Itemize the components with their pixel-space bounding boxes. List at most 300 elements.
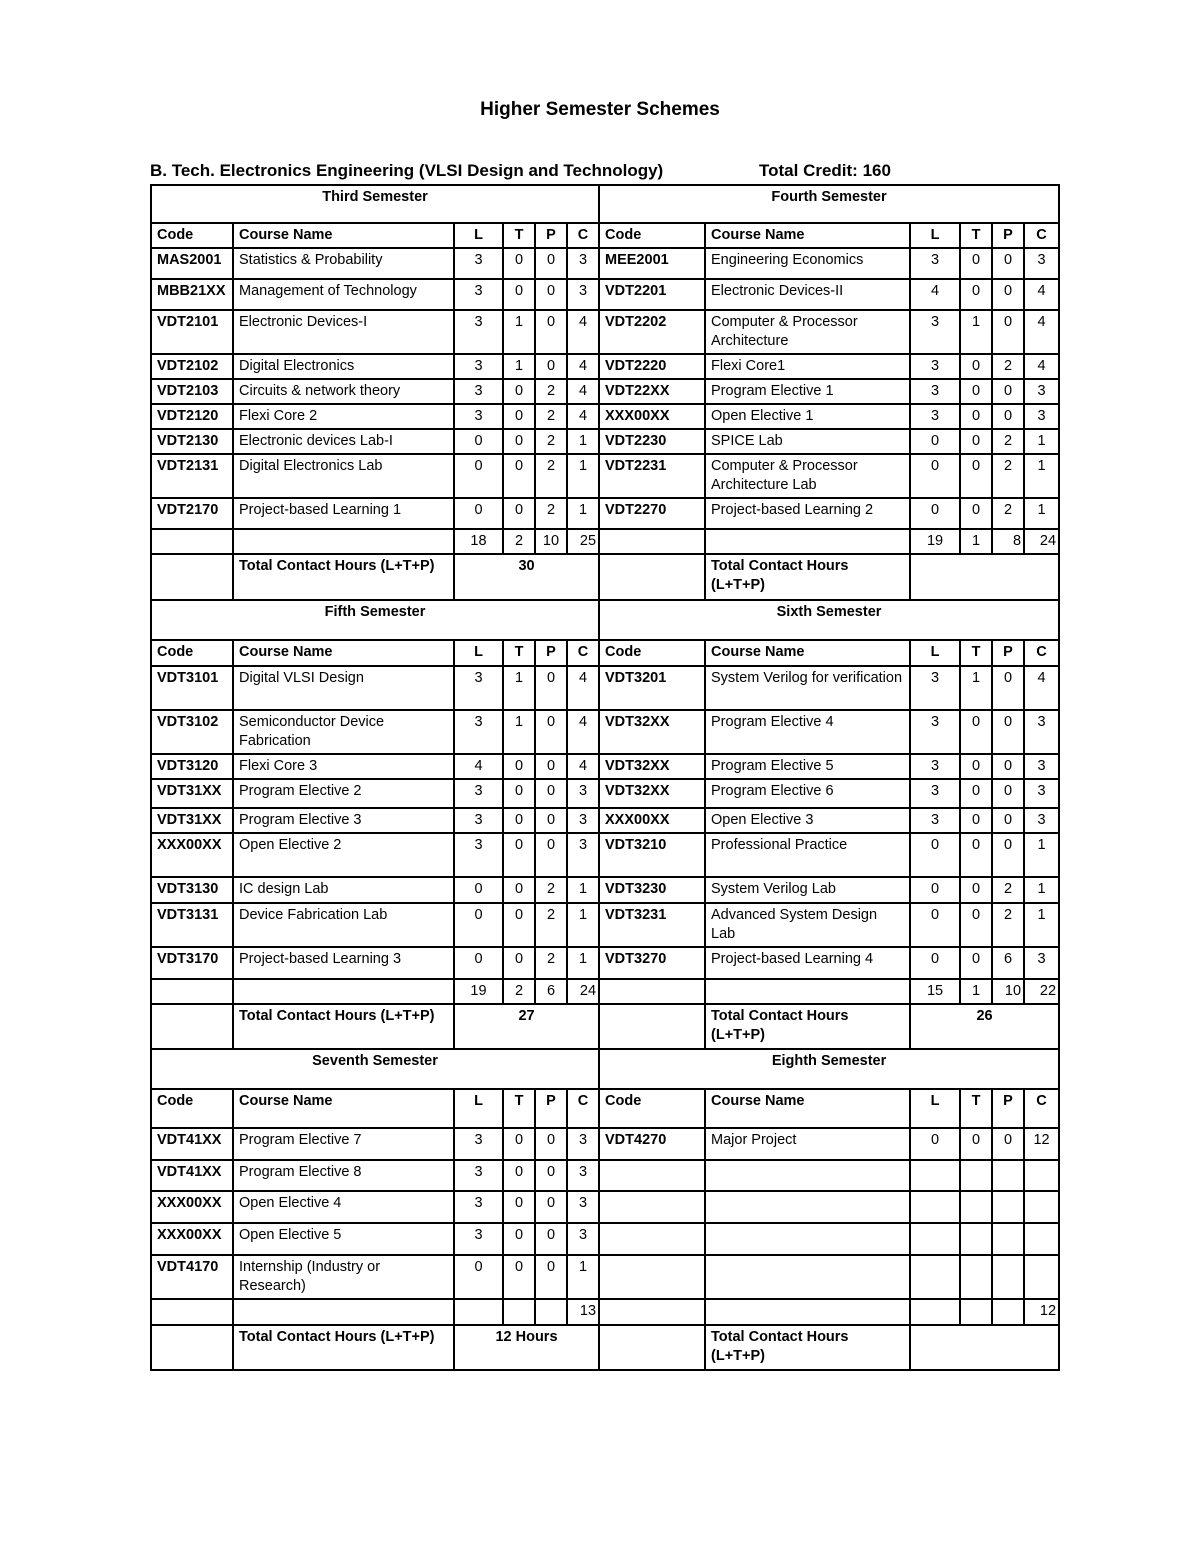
tutorial-hours: 0 bbox=[503, 1223, 535, 1255]
course-name bbox=[705, 1191, 910, 1223]
lecture-hours: 0 bbox=[454, 498, 503, 529]
semester-sum-row bbox=[151, 1299, 1059, 1325]
practical-hours: 0 bbox=[535, 779, 567, 808]
course-name: Program Elective 4 bbox=[705, 710, 910, 754]
total-contact-hours-row bbox=[151, 554, 1059, 600]
tutorial-hours: 0 bbox=[503, 1191, 535, 1223]
lecture-hours: 3 bbox=[454, 404, 503, 429]
lecture-hours: 4 bbox=[910, 279, 960, 310]
credit-sum: 24 bbox=[1024, 529, 1059, 554]
course-code: VDT32XX bbox=[599, 710, 705, 754]
credits: 3 bbox=[1024, 379, 1059, 404]
course-name: Program Elective 1 bbox=[705, 379, 910, 404]
total-contact-hours-label: Total Contact Hours (L+T+P) bbox=[705, 554, 910, 600]
credits: 3 bbox=[567, 808, 599, 833]
credits: 1 bbox=[1024, 429, 1059, 454]
credits: 4 bbox=[1024, 279, 1059, 310]
t-header: T bbox=[503, 223, 535, 248]
tutorial-hours: 0 bbox=[960, 248, 992, 279]
tutorial-hours: 0 bbox=[503, 754, 535, 779]
course-name: Professional Practice bbox=[705, 833, 910, 877]
tutorial-hours: 0 bbox=[960, 498, 992, 529]
practical-hours: 0 bbox=[535, 248, 567, 279]
practical-hours: 2 bbox=[535, 947, 567, 979]
total-contact-hours-value bbox=[910, 554, 1059, 600]
sum-blank bbox=[599, 529, 705, 554]
total-contact-hours-label: Total Contact Hours (L+T+P) bbox=[233, 1004, 454, 1049]
credits: 1 bbox=[567, 454, 599, 498]
course-code: VDT32XX bbox=[599, 779, 705, 808]
l-header: L bbox=[910, 223, 960, 248]
course-name: Flexi Core 3 bbox=[233, 754, 454, 779]
total-contact-hours-label: Total Contact Hours (L+T+P) bbox=[705, 1004, 910, 1049]
t-header: T bbox=[503, 1089, 535, 1128]
sum-blank bbox=[233, 979, 454, 1004]
lecture-sum: 19 bbox=[910, 529, 960, 554]
tutorial-hours: 0 bbox=[960, 429, 992, 454]
column-header-row bbox=[151, 1089, 1059, 1128]
practical-hours: 0 bbox=[992, 666, 1024, 710]
course-row bbox=[151, 310, 1059, 354]
course-code: VDT3201 bbox=[599, 666, 705, 710]
lecture-hours bbox=[910, 1191, 960, 1223]
lecture-hours: 3 bbox=[454, 1191, 503, 1223]
course-code: VDT32XX bbox=[599, 754, 705, 779]
practical-hours: 2 bbox=[535, 877, 567, 903]
lecture-hours: 0 bbox=[910, 947, 960, 979]
course-name: Digital Electronics Lab bbox=[233, 454, 454, 498]
course-code: VDT2220 bbox=[599, 354, 705, 379]
semester-title: Eighth Semester bbox=[599, 1049, 1059, 1089]
tutorial-hours: 0 bbox=[503, 903, 535, 947]
tutorial-hours: 0 bbox=[503, 779, 535, 808]
course-row bbox=[151, 1128, 1059, 1160]
course-code bbox=[599, 1191, 705, 1223]
course-code: VDT3231 bbox=[599, 903, 705, 947]
lecture-hours: 0 bbox=[454, 947, 503, 979]
course-name-header: Course Name bbox=[705, 640, 910, 666]
course-code: MEE2001 bbox=[599, 248, 705, 279]
practical-hours: 0 bbox=[992, 779, 1024, 808]
tutorial-hours: 0 bbox=[503, 1128, 535, 1160]
course-code: VDT2120 bbox=[151, 404, 233, 429]
semester-title-row bbox=[151, 1049, 1059, 1089]
course-row bbox=[151, 1223, 1059, 1255]
course-code: XXX00XX bbox=[599, 808, 705, 833]
t-header: T bbox=[960, 223, 992, 248]
course-name: Open Elective 1 bbox=[705, 404, 910, 429]
tutorial-hours: 0 bbox=[503, 379, 535, 404]
tutorial-hours: 0 bbox=[960, 454, 992, 498]
course-row bbox=[151, 710, 1059, 754]
course-name: Device Fabrication Lab bbox=[233, 903, 454, 947]
credits: 4 bbox=[567, 754, 599, 779]
practical-hours: 0 bbox=[535, 1255, 567, 1299]
semester-title: Third Semester bbox=[151, 185, 599, 223]
course-row bbox=[151, 808, 1059, 833]
course-row bbox=[151, 754, 1059, 779]
lecture-hours: 3 bbox=[910, 354, 960, 379]
credits: 1 bbox=[1024, 877, 1059, 903]
course-code: VDT2270 bbox=[599, 498, 705, 529]
c-header: C bbox=[1024, 223, 1059, 248]
sum-blank bbox=[599, 1299, 705, 1325]
l-header: L bbox=[454, 1089, 503, 1128]
tutorial-sum bbox=[503, 1299, 535, 1325]
tutorial-hours: 0 bbox=[503, 833, 535, 877]
practical-hours: 2 bbox=[535, 429, 567, 454]
credits: 4 bbox=[1024, 666, 1059, 710]
course-row bbox=[151, 779, 1059, 808]
course-code: XXX00XX bbox=[151, 833, 233, 877]
sum-blank bbox=[151, 529, 233, 554]
course-code: VDT22XX bbox=[599, 379, 705, 404]
credits: 1 bbox=[567, 1255, 599, 1299]
practical-hours: 0 bbox=[535, 1160, 567, 1191]
course-row bbox=[151, 248, 1059, 279]
tutorial-hours: 0 bbox=[503, 947, 535, 979]
course-code: XXX00XX bbox=[151, 1191, 233, 1223]
p-header: P bbox=[535, 1089, 567, 1128]
practical-hours: 0 bbox=[992, 754, 1024, 779]
course-code: VDT4270 bbox=[599, 1128, 705, 1160]
practical-hours: 0 bbox=[992, 310, 1024, 354]
course-row bbox=[151, 1160, 1059, 1191]
lecture-hours: 0 bbox=[454, 1255, 503, 1299]
practical-sum: 10 bbox=[535, 529, 567, 554]
code-header: Code bbox=[151, 1089, 233, 1128]
credits: 3 bbox=[1024, 779, 1059, 808]
credits: 3 bbox=[567, 833, 599, 877]
course-name: Open Elective 4 bbox=[233, 1191, 454, 1223]
lecture-hours: 3 bbox=[910, 248, 960, 279]
course-name: Open Elective 3 bbox=[705, 808, 910, 833]
credits: 4 bbox=[567, 404, 599, 429]
lecture-hours: 3 bbox=[454, 710, 503, 754]
course-name: Electronic Devices-I bbox=[233, 310, 454, 354]
course-row bbox=[151, 877, 1059, 903]
p-header: P bbox=[992, 1089, 1024, 1128]
practical-hours: 2 bbox=[535, 454, 567, 498]
credits: 4 bbox=[567, 354, 599, 379]
credits: 1 bbox=[1024, 498, 1059, 529]
practical-hours bbox=[992, 1191, 1024, 1223]
course-row bbox=[151, 429, 1059, 454]
practical-sum bbox=[992, 1299, 1024, 1325]
total-blank bbox=[151, 1325, 233, 1370]
semester-title: Seventh Semester bbox=[151, 1049, 599, 1089]
total-contact-hours-row bbox=[151, 1004, 1059, 1049]
credits bbox=[1024, 1191, 1059, 1223]
credits: 3 bbox=[567, 248, 599, 279]
sum-blank bbox=[233, 529, 454, 554]
sum-blank bbox=[705, 979, 910, 1004]
credits: 3 bbox=[567, 279, 599, 310]
code-header: Code bbox=[599, 223, 705, 248]
lecture-hours: 0 bbox=[910, 1128, 960, 1160]
course-code bbox=[599, 1223, 705, 1255]
lecture-sum bbox=[454, 1299, 503, 1325]
l-header: L bbox=[910, 640, 960, 666]
tutorial-hours bbox=[960, 1223, 992, 1255]
course-code: VDT2131 bbox=[151, 454, 233, 498]
practical-sum: 10 bbox=[992, 979, 1024, 1004]
tutorial-hours: 0 bbox=[960, 754, 992, 779]
program-name: B. Tech. Electronics Engineering (VLSI Design and Technology) bbox=[150, 161, 664, 180]
course-name: Project-based Learning 3 bbox=[233, 947, 454, 979]
credits: 1 bbox=[567, 903, 599, 947]
credits: 12 bbox=[1024, 1128, 1059, 1160]
code-header: Code bbox=[151, 223, 233, 248]
sum-blank bbox=[151, 1299, 233, 1325]
lecture-hours: 0 bbox=[454, 454, 503, 498]
practical-hours: 0 bbox=[992, 248, 1024, 279]
course-name: Computer & Processor Architecture bbox=[705, 310, 910, 354]
code-header: Code bbox=[599, 640, 705, 666]
t-header: T bbox=[960, 640, 992, 666]
tutorial-hours bbox=[960, 1191, 992, 1223]
credits: 3 bbox=[567, 1191, 599, 1223]
lecture-hours: 0 bbox=[454, 903, 503, 947]
credits bbox=[1024, 1223, 1059, 1255]
course-code bbox=[599, 1255, 705, 1299]
lecture-hours: 0 bbox=[910, 877, 960, 903]
course-name: Flexi Core1 bbox=[705, 354, 910, 379]
lecture-hours: 3 bbox=[910, 808, 960, 833]
lecture-hours: 3 bbox=[454, 354, 503, 379]
credits: 4 bbox=[567, 666, 599, 710]
course-code: XXX00XX bbox=[599, 404, 705, 429]
lecture-hours: 0 bbox=[910, 429, 960, 454]
tutorial-hours: 1 bbox=[503, 354, 535, 379]
credits: 1 bbox=[1024, 454, 1059, 498]
practical-sum: 8 bbox=[992, 529, 1024, 554]
course-code: VDT3230 bbox=[599, 877, 705, 903]
c-header: C bbox=[1024, 1089, 1059, 1128]
practical-hours: 0 bbox=[992, 1128, 1024, 1160]
practical-hours: 0 bbox=[992, 710, 1024, 754]
lecture-hours: 3 bbox=[454, 666, 503, 710]
course-name: Electronic Devices-II bbox=[705, 279, 910, 310]
credits: 1 bbox=[567, 429, 599, 454]
course-name: SPICE Lab bbox=[705, 429, 910, 454]
lecture-hours: 3 bbox=[454, 1128, 503, 1160]
total-credit: Total Credit: 160 bbox=[759, 161, 891, 180]
practical-hours: 2 bbox=[992, 454, 1024, 498]
course-name: Program Elective 6 bbox=[705, 779, 910, 808]
course-code: VDT2231 bbox=[599, 454, 705, 498]
course-name: Semiconductor Device Fabrication bbox=[233, 710, 454, 754]
practical-hours: 0 bbox=[535, 279, 567, 310]
practical-hours: 2 bbox=[992, 354, 1024, 379]
course-code: VDT3101 bbox=[151, 666, 233, 710]
practical-hours: 2 bbox=[535, 379, 567, 404]
course-name: Electronic devices Lab-I bbox=[233, 429, 454, 454]
total-contact-hours-value: 12 Hours bbox=[454, 1325, 599, 1370]
course-name bbox=[705, 1255, 910, 1299]
credits: 4 bbox=[567, 710, 599, 754]
course-name: Engineering Economics bbox=[705, 248, 910, 279]
lecture-hours: 3 bbox=[454, 1160, 503, 1191]
credits: 3 bbox=[567, 1160, 599, 1191]
course-code: VDT41XX bbox=[151, 1128, 233, 1160]
lecture-hours bbox=[910, 1255, 960, 1299]
lecture-hours: 3 bbox=[910, 666, 960, 710]
lecture-hours: 3 bbox=[910, 754, 960, 779]
course-name bbox=[705, 1160, 910, 1191]
total-contact-hours-value: 27 bbox=[454, 1004, 599, 1049]
course-row bbox=[151, 379, 1059, 404]
lecture-hours: 0 bbox=[454, 877, 503, 903]
course-name: Open Elective 5 bbox=[233, 1223, 454, 1255]
c-header: C bbox=[567, 223, 599, 248]
t-header: T bbox=[960, 1089, 992, 1128]
lecture-hours bbox=[910, 1223, 960, 1255]
course-row bbox=[151, 1191, 1059, 1223]
tutorial-hours: 0 bbox=[960, 279, 992, 310]
credit-sum: 25 bbox=[567, 529, 599, 554]
tutorial-hours: 1 bbox=[503, 310, 535, 354]
total-contact-hours-label: Total Contact Hours (L+T+P) bbox=[233, 554, 454, 600]
tutorial-sum bbox=[960, 1299, 992, 1325]
credits: 3 bbox=[1024, 808, 1059, 833]
course-code: XXX00XX bbox=[151, 1223, 233, 1255]
course-name-header: Course Name bbox=[233, 640, 454, 666]
lecture-hours: 3 bbox=[910, 310, 960, 354]
lecture-hours: 3 bbox=[910, 404, 960, 429]
course-name: Flexi Core 2 bbox=[233, 404, 454, 429]
column-header-row bbox=[151, 640, 1059, 666]
column-header-row bbox=[151, 223, 1059, 248]
course-code: VDT2130 bbox=[151, 429, 233, 454]
l-header: L bbox=[910, 1089, 960, 1128]
tutorial-hours: 1 bbox=[503, 666, 535, 710]
lecture-hours: 0 bbox=[910, 903, 960, 947]
scheme-table bbox=[150, 184, 1060, 1371]
course-name: Project-based Learning 1 bbox=[233, 498, 454, 529]
practical-hours: 0 bbox=[992, 808, 1024, 833]
tutorial-hours: 0 bbox=[960, 903, 992, 947]
total-contact-hours-value: 26 bbox=[910, 1004, 1059, 1049]
lecture-sum: 19 bbox=[454, 979, 503, 1004]
credits: 3 bbox=[567, 1128, 599, 1160]
lecture-hours: 0 bbox=[910, 454, 960, 498]
lecture-sum bbox=[910, 1299, 960, 1325]
p-header: P bbox=[535, 640, 567, 666]
p-header: P bbox=[992, 223, 1024, 248]
lecture-hours: 0 bbox=[454, 429, 503, 454]
credit-sum: 24 bbox=[567, 979, 599, 1004]
credit-sum: 13 bbox=[567, 1299, 599, 1325]
credit-sum: 22 bbox=[1024, 979, 1059, 1004]
p-header: P bbox=[992, 640, 1024, 666]
tutorial-hours bbox=[960, 1160, 992, 1191]
course-code: MAS2001 bbox=[151, 248, 233, 279]
course-name: System Verilog for verification bbox=[705, 666, 910, 710]
course-name-header: Course Name bbox=[233, 223, 454, 248]
tutorial-sum: 1 bbox=[960, 529, 992, 554]
total-blank bbox=[151, 554, 233, 600]
course-name: Program Elective 3 bbox=[233, 808, 454, 833]
course-row bbox=[151, 404, 1059, 429]
practical-hours: 2 bbox=[535, 404, 567, 429]
lecture-hours: 3 bbox=[454, 1223, 503, 1255]
course-name: Project-based Learning 2 bbox=[705, 498, 910, 529]
credits: 3 bbox=[567, 1223, 599, 1255]
semester-title: Sixth Semester bbox=[599, 600, 1059, 640]
practical-hours: 0 bbox=[535, 1223, 567, 1255]
tutorial-hours: 0 bbox=[503, 429, 535, 454]
practical-hours: 0 bbox=[535, 310, 567, 354]
code-header: Code bbox=[151, 640, 233, 666]
lecture-hours: 3 bbox=[454, 808, 503, 833]
semester-title: Fourth Semester bbox=[599, 185, 1059, 223]
lecture-hours: 0 bbox=[910, 833, 960, 877]
practical-hours bbox=[992, 1223, 1024, 1255]
tutorial-hours: 0 bbox=[503, 498, 535, 529]
course-row bbox=[151, 354, 1059, 379]
credits: 3 bbox=[1024, 947, 1059, 979]
tutorial-sum: 2 bbox=[503, 979, 535, 1004]
practical-hours: 0 bbox=[535, 808, 567, 833]
tutorial-hours: 0 bbox=[960, 404, 992, 429]
credits: 4 bbox=[567, 310, 599, 354]
tutorial-hours: 0 bbox=[503, 877, 535, 903]
sum-blank bbox=[705, 1299, 910, 1325]
practical-sum: 6 bbox=[535, 979, 567, 1004]
sum-blank bbox=[599, 979, 705, 1004]
tutorial-hours: 0 bbox=[503, 1160, 535, 1191]
tutorial-sum: 2 bbox=[503, 529, 535, 554]
credits: 4 bbox=[1024, 310, 1059, 354]
course-name: Circuits & network theory bbox=[233, 379, 454, 404]
practical-hours: 0 bbox=[992, 404, 1024, 429]
lecture-hours: 3 bbox=[910, 379, 960, 404]
practical-hours: 0 bbox=[535, 710, 567, 754]
course-name: Program Elective 5 bbox=[705, 754, 910, 779]
credits bbox=[1024, 1160, 1059, 1191]
total-contact-hours-label: Total Contact Hours (L+T+P) bbox=[705, 1325, 910, 1370]
c-header: C bbox=[567, 640, 599, 666]
practical-hours: 6 bbox=[992, 947, 1024, 979]
sum-blank bbox=[705, 529, 910, 554]
credits: 1 bbox=[567, 498, 599, 529]
code-header: Code bbox=[599, 1089, 705, 1128]
course-code: VDT31XX bbox=[151, 779, 233, 808]
total-contact-hours-value bbox=[910, 1325, 1059, 1370]
course-row bbox=[151, 947, 1059, 979]
course-name-header: Course Name bbox=[705, 223, 910, 248]
course-code: VDT2230 bbox=[599, 429, 705, 454]
course-row bbox=[151, 833, 1059, 877]
tutorial-hours: 0 bbox=[960, 947, 992, 979]
total-blank bbox=[599, 554, 705, 600]
course-row bbox=[151, 279, 1059, 310]
lecture-hours: 3 bbox=[454, 833, 503, 877]
total-contact-hours-label: Total Contact Hours (L+T+P) bbox=[233, 1325, 454, 1370]
page-title: Higher Semester Schemes bbox=[480, 99, 720, 120]
course-code: VDT2102 bbox=[151, 354, 233, 379]
tutorial-sum: 1 bbox=[960, 979, 992, 1004]
credits: 1 bbox=[567, 947, 599, 979]
course-code: VDT2201 bbox=[599, 279, 705, 310]
course-name: IC design Lab bbox=[233, 877, 454, 903]
course-name: Advanced System Design Lab bbox=[705, 903, 910, 947]
lecture-sum: 18 bbox=[454, 529, 503, 554]
t-header: T bbox=[503, 640, 535, 666]
practical-hours: 2 bbox=[992, 877, 1024, 903]
semester-title-row bbox=[151, 600, 1059, 640]
